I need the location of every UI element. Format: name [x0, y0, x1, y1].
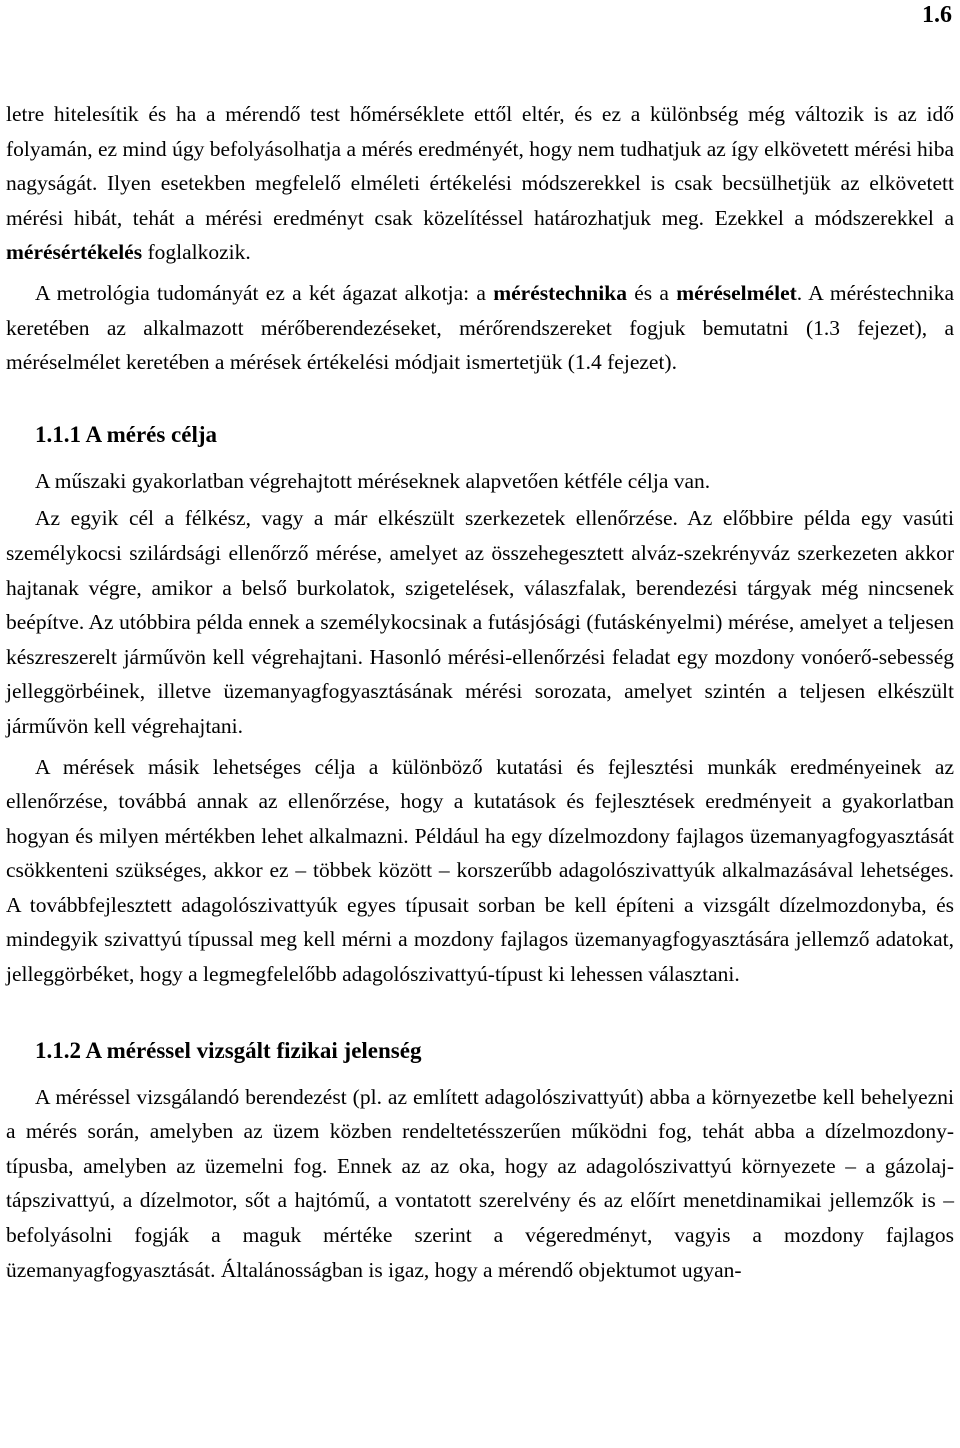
- paragraph-first-purpose: Az egyik cél a félkész, vagy a már elkészült szerkezetek ellenőrzése. Az előbbire példa egy vasúti személykocsi szilárdsági ellenőrző mérése, amelyet az összehegesztett alváz-szekrényváz szerkezeten akkor hajtanak végre, amikor a belső burkolatok, szigetelések, válaszfalak, berendezési tárgyak még nincsenek beépítve. Az utóbbira példa ennek a személykocsinak a futásjósági (futáskényelmi) mérése, amelyet a teljesen készreszerelt járművön kell végrehajtani. Hasonló mérési-ellenőrzési feladat egy mozdony vonóerő-sebesség jelleggörbéinek, illetve üzemanyagfogyasztásának mérési sorozata, amelyet szintén a teljesen elkészült járművön kell végrehajtani.: [6, 506, 954, 738]
- document-body: [6, 97, 954, 1287]
- section-heading-physical-phenomenon: 1.1.2 A méréssel vizsgált fizikai jelenség: [35, 1037, 422, 1063]
- text-segment: és a: [626, 280, 677, 305]
- paragraph-second-purpose: A mérések másik lehetséges célja a különböző kutatási és fejlesztési munkák eredményeinek az ellenőrzése, továbbá annak az ellenőrzése, hogy a kutatások és fejlesztések eredményeit a gyakorlatban hogyan és milyen mértékben lehet alkalmazni. Például ha egy dízelmozdony fajlagos üzemanyagfogyasztását csökkenteni szükséges, akkor ez – többek között – korszerűbb adagolószivattyúk alkalmazásával lehetséges. A továbbfejlesztett adagolószivattyúk egyes típusait sorban be kell építeni a vizsgált dízelmozdonyba, és mindegyik szivattyú típussal meg kell mérni a mozdony fajlagos üzemanyagfogyasztására jellemző adatokat, jelleggörbéket, hogy a legmegfelelőbb adagolószivattyú-típust ki lehessen választani.: [6, 754, 954, 987]
- text-segment: . A méréstechnika keretében az alkalmazott mérőberendezéseket, mérőrendszereket fogjuk bemutatni (1.3 fejezet), a méréselmélet keretében a mérések értékelési módjait ismertetjük (1.4 fejezet).: [6, 280, 955, 375]
- text-segment: A metrológia tudományát ez a két ágazat alkotja: a: [35, 280, 494, 305]
- bold-term-mereselmelet: méréselmélet: [676, 280, 797, 305]
- paragraph-metrology-branches: [6, 276, 954, 380]
- page-number: 1.6: [922, 2, 952, 28]
- paragraph-test-environment: A méréssel vizsgálandó berendezést (pl. az említett adagolószivattyút) abba a környezetbe kell behelyezni a mérés során, amelyben az üzem közben rendeltetésszerűen működni fog, tehát abba a dízelmozdony-típusba, amelyben az üzemelni fog. Ennek az az oka, hogy az adagolószivattyú környezete – a gázolaj-tápszivattyú, a dízelmotor, sőt a hajtómű, a vontatott szerelvény és az előírt menetdinamikai jellemzők is – befolyásolni fogják a maguk mértéke szerint a végeredményt, vagyis a mozdony fajlagos üzemanyagfogyasztását. Általánosságban is igaz, hogy a mérendő objektumot ugyan-: [6, 1084, 954, 1282]
- text-segment: foglalkozik.: [142, 240, 251, 265]
- text-segment: letre hitelesítik és ha a mérendő test hőmérséklete ettől eltér, és ez a különbség még változik is az idő folyamán, ez mind úgy befolyásolhatja a mérés eredményét, hogy nem tudhatjuk az így elkövetett mérési hiba nagyságát. Ilyen esetekben megfelelő elméleti értékelési módszerekkel is csak becsülhetjük az elkövetett mérési hibát, tehát a mérési eredményt csak közelítéssel határozhatjuk meg. Ezekkel a módszerekkel a: [6, 102, 954, 230]
- paragraph-two-purposes: A műszaki gyakorlatban végrehajtott méréseknek alapvetően kétféle célja van.: [35, 468, 711, 493]
- bold-term-meresertekeles: mérésértékelés: [6, 240, 143, 265]
- bold-term-merestechnika: méréstechnika: [493, 280, 627, 305]
- section-heading-purpose: 1.1.1 A mérés célja: [35, 421, 218, 447]
- paragraph-measurement-evaluation: [6, 97, 954, 270]
